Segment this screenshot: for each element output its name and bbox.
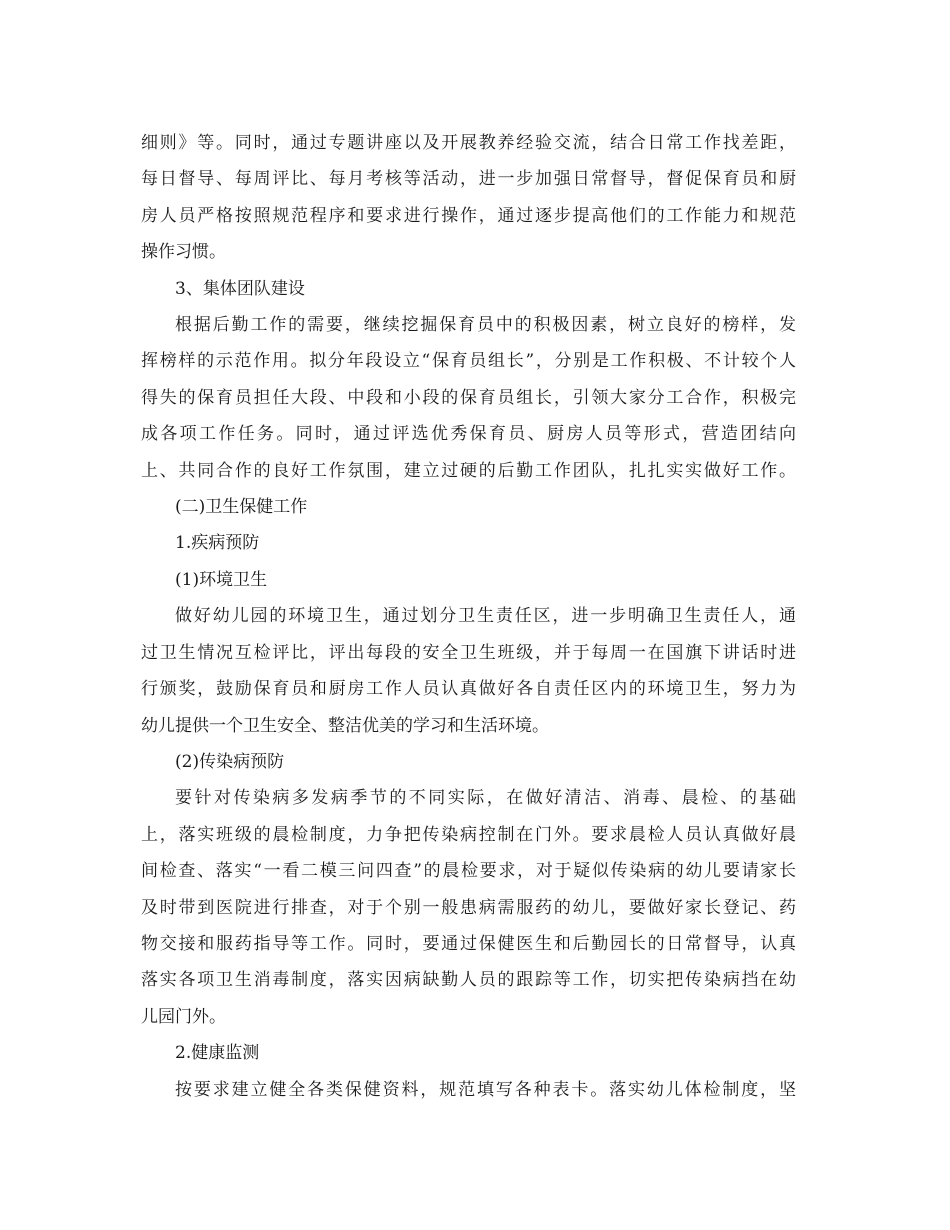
text-line: 得失的保育员担任大段、中段和小段的保育员组长，引领大家分工合作，积极完: [141, 387, 796, 408]
text-line: 儿园门外。: [141, 1006, 226, 1027]
text-line: 过卫生情况互检评比，评出每段的安全卫生班级，并于每周一在国旗下讲话时进: [141, 642, 796, 663]
paragraph-training: [141, 125, 796, 271]
text-line: 按要求建立健全各类保健资料，规范填写各种表卡。落实幼儿体检制度，坚: [175, 1079, 796, 1100]
text-line: 行颁奖，鼓励保育员和厨房工作人员认真做好各自责任区内的环境卫生，努力为: [141, 679, 796, 700]
text-line: 及时带到医院进行排查，对于个别一般患病需服药的幼儿，要做好家长登记、药: [141, 897, 796, 918]
heading-disease-prevention: 1.疾病预防: [175, 533, 260, 554]
text-line: 间检查、落实“一看二模三问四查”的晨检要求，对于疑似传染病的幼儿要请家长: [141, 861, 796, 882]
text-line: 根据后勤工作的需要，继续挖掘保育员中的积极因素，树立良好的榜样，发: [175, 315, 796, 336]
paragraph-environment: [141, 598, 796, 744]
text-line: 细则》等。同时，通过专题讲座以及开展教养经验交流，结合日常工作找差距，: [141, 133, 796, 153]
paragraph-infectious: [141, 780, 796, 1035]
heading-infectious-disease: (2)传染病预防: [175, 751, 285, 772]
document-body: [141, 125, 796, 1108]
text-line: 操作习惯。: [141, 242, 226, 263]
paragraph-team: [141, 307, 796, 489]
heading-team-building: 3、集体团队建设: [175, 278, 305, 299]
text-line: 幼儿提供一个卫生安全、整洁优美的学习和生活环境。: [141, 715, 549, 736]
text-line: 上，落实班级的晨检制度，力争把传染病控制在门外。要求晨检人员认真做好晨: [141, 824, 796, 845]
text-line: 物交接和服药指导等工作。同时，要通过保健医生和后勤园长的日常督导，认真: [141, 933, 796, 954]
text-line: 每日督导、每周评比、每月考核等活动，进一步加强日常督导，督促保育员和厨: [141, 169, 796, 190]
text-line: 做好幼儿园的环境卫生，通过划分卫生责任区，进一步明确卫生责任人，通: [175, 606, 796, 627]
paragraph-monitoring: [141, 1072, 796, 1108]
text-line: 上、共同合作的良好工作氛围，建立过硬的后勤工作团队，扎扎实实做好工作。: [141, 460, 796, 481]
text-line: 要针对传染病多发病季节的不同实际，在做好清洁、消毒、晨检、的基础: [175, 788, 796, 809]
heading-health-monitoring: 2.健康监测: [175, 1043, 260, 1064]
heading-environment-hygiene: (1)环境卫生: [175, 569, 268, 590]
text-line: 房人员严格按照规范程序和要求进行操作，通过逐步提高他们的工作能力和规范: [141, 205, 796, 226]
heading-health-care: (二)卫生保健工作: [175, 497, 308, 518]
text-line: 挥榜样的示范作用。拟分年段设立“保育员组长”，分别是工作积极、不计较个人: [141, 351, 796, 372]
text-line: 成各项工作任务。同时，通过评选优秀保育员、厨房人员等形式，营造团结向: [141, 424, 796, 445]
text-line: 落实各项卫生消毒制度，落实因病缺勤人员的跟踪等工作，切实把传染病挡在幼: [141, 970, 796, 991]
